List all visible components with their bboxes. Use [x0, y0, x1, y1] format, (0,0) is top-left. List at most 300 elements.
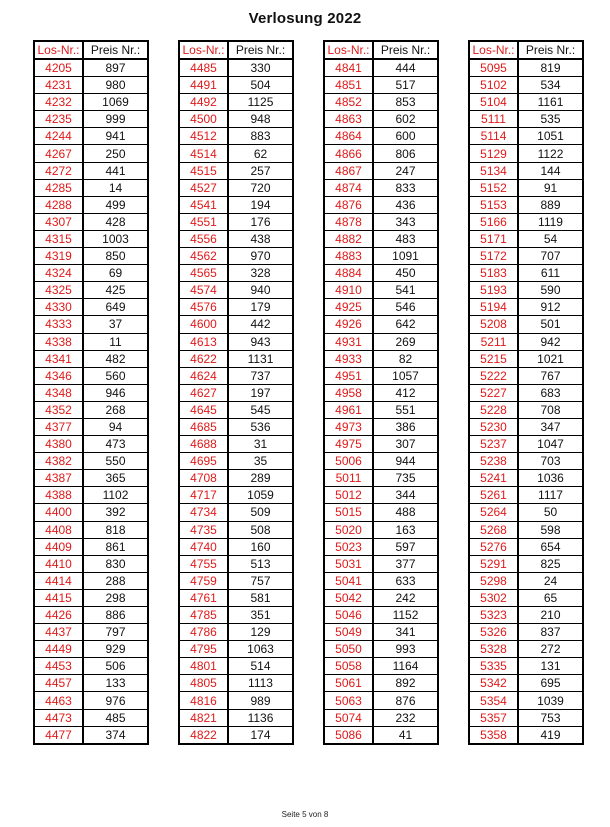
table-row: [324, 179, 438, 196]
table-row: [179, 213, 293, 230]
los-number: 5129: [469, 145, 518, 162]
los-number: 5358: [469, 726, 518, 744]
preis-number: 993: [373, 641, 438, 658]
table-row: [34, 111, 148, 128]
preis-number: 160: [228, 538, 293, 555]
los-number: 5012: [324, 487, 373, 504]
preis-number: 545: [228, 401, 293, 418]
preis-number: 163: [373, 521, 438, 538]
table-row: [34, 265, 148, 282]
preis-number: 806: [373, 145, 438, 162]
lottery-tables: [0, 40, 610, 802]
preis-number: 970: [228, 248, 293, 265]
los-number: 5152: [469, 179, 518, 196]
los-number: 4851: [324, 77, 373, 94]
table-row: [324, 555, 438, 572]
table-row: [469, 248, 583, 265]
preis-number: 298: [83, 589, 148, 606]
lottery-table-4: [468, 40, 584, 745]
preis-number: 343: [373, 213, 438, 230]
preis-number: 1102: [83, 487, 148, 504]
table-row: [324, 316, 438, 333]
los-number: 4755: [179, 555, 228, 572]
table-row: [469, 213, 583, 230]
los-number: 5134: [469, 162, 518, 179]
table-row: [179, 470, 293, 487]
preis-number: 436: [373, 196, 438, 213]
preis-number: 473: [83, 436, 148, 453]
los-number: 4382: [34, 453, 83, 470]
table-row: [179, 487, 293, 504]
preis-nr-header: Preis Nr.:: [373, 41, 438, 59]
preis-number: 1161: [518, 94, 583, 111]
los-number: 5104: [469, 94, 518, 111]
preis-number: 194: [228, 196, 293, 213]
los-number: 4514: [179, 145, 228, 162]
preis-nr-header: Preis Nr.:: [518, 41, 583, 59]
los-number: 5335: [469, 658, 518, 675]
preis-number: 35: [228, 453, 293, 470]
los-number: 5241: [469, 470, 518, 487]
los-number: 5049: [324, 624, 373, 641]
preis-number: 24: [518, 572, 583, 589]
los-number: 4805: [179, 675, 228, 692]
preis-number: 232: [373, 709, 438, 726]
preis-number: 883: [228, 128, 293, 145]
table-row: [324, 77, 438, 94]
table-row: [179, 418, 293, 435]
preis-number: 837: [518, 624, 583, 641]
preis-number: 268: [83, 401, 148, 418]
los-number: 4910: [324, 282, 373, 299]
table-row: [324, 726, 438, 744]
preis-number: 1136: [228, 709, 293, 726]
table-row: [34, 658, 148, 675]
table-row: [34, 418, 148, 435]
los-number: 4801: [179, 658, 228, 675]
table-row: [324, 333, 438, 350]
preis-number: 546: [373, 299, 438, 316]
preis-number: 590: [518, 282, 583, 299]
table-row: [179, 555, 293, 572]
table-row: [179, 401, 293, 418]
table-row: [324, 624, 438, 641]
table-row: [324, 401, 438, 418]
los-number: 4485: [179, 59, 228, 77]
preis-number: 351: [228, 607, 293, 624]
preis-number: 69: [83, 265, 148, 282]
table-row: [324, 641, 438, 658]
preis-number: 257: [228, 162, 293, 179]
preis-number: 948: [228, 111, 293, 128]
table-row: [34, 59, 148, 77]
table-row: [469, 487, 583, 504]
preis-number: 999: [83, 111, 148, 128]
table-row: [34, 538, 148, 555]
los-number: 4627: [179, 384, 228, 401]
table-row: [179, 350, 293, 367]
preis-number: 1051: [518, 128, 583, 145]
preis-number: 850: [83, 248, 148, 265]
table-row: [179, 436, 293, 453]
preis-number: 876: [373, 692, 438, 709]
table-row: [34, 282, 148, 299]
los-number: 4565: [179, 265, 228, 282]
los-number: 5172: [469, 248, 518, 265]
los-nr-header: Los-Nr.:: [469, 41, 518, 59]
table-row: [179, 607, 293, 624]
preis-number: 54: [518, 230, 583, 247]
table-row: [179, 265, 293, 282]
table-row: [324, 436, 438, 453]
table-row: [469, 538, 583, 555]
preis-number: 509: [228, 504, 293, 521]
preis-number: 929: [83, 641, 148, 658]
preis-number: 703: [518, 453, 583, 470]
los-nr-header: Los-Nr.:: [34, 41, 83, 59]
los-number: 4387: [34, 470, 83, 487]
los-number: 5111: [469, 111, 518, 128]
los-number: 4388: [34, 487, 83, 504]
lottery-table-3: [323, 40, 439, 745]
los-number: 4795: [179, 641, 228, 658]
preis-number: 944: [373, 453, 438, 470]
los-number: 4330: [34, 299, 83, 316]
preis-number: 250: [83, 145, 148, 162]
los-number: 4975: [324, 436, 373, 453]
los-number: 4352: [34, 401, 83, 418]
preis-number: 737: [228, 367, 293, 384]
los-number: 5050: [324, 641, 373, 658]
los-number: 4685: [179, 418, 228, 435]
preis-number: 210: [518, 607, 583, 624]
los-number: 4973: [324, 418, 373, 435]
preis-number: 649: [83, 299, 148, 316]
preis-number: 819: [518, 59, 583, 77]
los-number: 4761: [179, 589, 228, 606]
los-number: 5238: [469, 453, 518, 470]
preis-number: 797: [83, 624, 148, 641]
los-number: 4574: [179, 282, 228, 299]
preis-number: 886: [83, 607, 148, 624]
los-number: 4500: [179, 111, 228, 128]
preis-number: 683: [518, 384, 583, 401]
table-row: [179, 521, 293, 538]
preis-number: 508: [228, 521, 293, 538]
los-number: 5342: [469, 675, 518, 692]
table-row: [34, 333, 148, 350]
preis-number: 1047: [518, 436, 583, 453]
preis-number: 757: [228, 572, 293, 589]
los-number: 5095: [469, 59, 518, 77]
table-row: [179, 504, 293, 521]
los-number: 5015: [324, 504, 373, 521]
preis-number: 861: [83, 538, 148, 555]
los-number: 4816: [179, 692, 228, 709]
los-number: 4231: [34, 77, 83, 94]
preis-number: 534: [518, 77, 583, 94]
los-number: 4867: [324, 162, 373, 179]
los-number: 4708: [179, 470, 228, 487]
los-number: 4409: [34, 538, 83, 555]
preis-number: 242: [373, 589, 438, 606]
preis-number: 1119: [518, 213, 583, 230]
table-row: [469, 162, 583, 179]
preis-number: 94: [83, 418, 148, 435]
table-row: [469, 453, 583, 470]
los-number: 5102: [469, 77, 518, 94]
table-row: [179, 692, 293, 709]
los-number: 4576: [179, 299, 228, 316]
table-header-row: [324, 41, 438, 59]
los-number: 4437: [34, 624, 83, 641]
table-row: [34, 162, 148, 179]
los-number: 4338: [34, 333, 83, 350]
table-row: [324, 453, 438, 470]
los-number: 4453: [34, 658, 83, 675]
preis-number: 11: [83, 333, 148, 350]
los-number: 5298: [469, 572, 518, 589]
los-number: 5183: [469, 265, 518, 282]
los-number: 5222: [469, 367, 518, 384]
table-row: [324, 418, 438, 435]
los-number: 4400: [34, 504, 83, 521]
preis-number: 31: [228, 436, 293, 453]
table-row: [469, 470, 583, 487]
preis-number: 1069: [83, 94, 148, 111]
preis-number: 444: [373, 59, 438, 77]
preis-nr-header: Preis Nr.:: [228, 41, 293, 59]
preis-number: 581: [228, 589, 293, 606]
table-row: [179, 641, 293, 658]
preis-number: 307: [373, 436, 438, 453]
table-row: [34, 572, 148, 589]
table-row: [324, 111, 438, 128]
table-row: [34, 436, 148, 453]
los-number: 4288: [34, 196, 83, 213]
table-row: [34, 367, 148, 384]
preis-number: 288: [83, 572, 148, 589]
preis-number: 940: [228, 282, 293, 299]
table-row: [324, 350, 438, 367]
los-number: 4786: [179, 624, 228, 641]
los-number: 5237: [469, 436, 518, 453]
los-number: 4272: [34, 162, 83, 179]
table-row: [469, 692, 583, 709]
preis-number: 946: [83, 384, 148, 401]
table-row: [34, 453, 148, 470]
table-row: [34, 230, 148, 247]
table-row: [469, 555, 583, 572]
table-row: [469, 624, 583, 641]
table-row: [324, 265, 438, 282]
los-number: 4864: [324, 128, 373, 145]
preis-number: 600: [373, 128, 438, 145]
preis-number: 535: [518, 111, 583, 128]
los-number: 4926: [324, 316, 373, 333]
table-row: [324, 384, 438, 401]
preis-number: 943: [228, 333, 293, 350]
preis-number: 197: [228, 384, 293, 401]
los-number: 4377: [34, 418, 83, 435]
los-number: 4958: [324, 384, 373, 401]
preis-number: 1003: [83, 230, 148, 247]
table-row: [324, 487, 438, 504]
preis-nr-header: Preis Nr.:: [83, 41, 148, 59]
preis-number: 328: [228, 265, 293, 282]
los-number: 5328: [469, 641, 518, 658]
los-number: 4512: [179, 128, 228, 145]
table-row: [469, 230, 583, 247]
preis-number: 482: [83, 350, 148, 367]
table-row: [34, 401, 148, 418]
los-number: 4463: [34, 692, 83, 709]
preis-number: 707: [518, 248, 583, 265]
preis-number: 1059: [228, 487, 293, 504]
los-number: 5042: [324, 589, 373, 606]
table-row: [324, 572, 438, 589]
table-row: [324, 299, 438, 316]
table-row: [469, 282, 583, 299]
los-number: 4410: [34, 555, 83, 572]
preis-number: 412: [373, 384, 438, 401]
table-row: [469, 265, 583, 282]
los-number: 4527: [179, 179, 228, 196]
table-row: [469, 196, 583, 213]
table-row: [469, 607, 583, 624]
los-number: 5031: [324, 555, 373, 572]
preis-number: 14: [83, 179, 148, 196]
los-number: 5228: [469, 401, 518, 418]
los-number: 5357: [469, 709, 518, 726]
preis-number: 517: [373, 77, 438, 94]
table-row: [179, 59, 293, 77]
preis-number: 344: [373, 487, 438, 504]
preis-number: 179: [228, 299, 293, 316]
los-number: 4863: [324, 111, 373, 128]
preis-number: 1125: [228, 94, 293, 111]
table-row: [469, 418, 583, 435]
table-row: [469, 367, 583, 384]
table-row: [34, 555, 148, 572]
preis-number: 82: [373, 350, 438, 367]
los-number: 4883: [324, 248, 373, 265]
preis-number: 438: [228, 230, 293, 247]
table-row: [34, 470, 148, 487]
preis-number: 989: [228, 692, 293, 709]
preis-number: 133: [83, 675, 148, 692]
preis-number: 485: [83, 709, 148, 726]
preis-number: 1131: [228, 350, 293, 367]
preis-number: 1039: [518, 692, 583, 709]
preis-number: 597: [373, 538, 438, 555]
preis-number: 442: [228, 316, 293, 333]
table-row: [34, 692, 148, 709]
los-number: 4473: [34, 709, 83, 726]
table-row: [469, 77, 583, 94]
table-row: [34, 196, 148, 213]
table-row: [324, 675, 438, 692]
table-header-row: [179, 41, 293, 59]
los-number: 4235: [34, 111, 83, 128]
table-row: [179, 367, 293, 384]
preis-number: 830: [83, 555, 148, 572]
los-number: 4759: [179, 572, 228, 589]
table-row: [179, 282, 293, 299]
table-row: [324, 367, 438, 384]
table-row: [179, 624, 293, 641]
preis-number: 560: [83, 367, 148, 384]
preis-number: 425: [83, 282, 148, 299]
table-row: [34, 675, 148, 692]
table-row: [179, 145, 293, 162]
table-row: [34, 350, 148, 367]
table-row: [34, 299, 148, 316]
los-number: 4457: [34, 675, 83, 692]
los-number: 4822: [179, 726, 228, 744]
preis-number: 976: [83, 692, 148, 709]
table-row: [34, 624, 148, 641]
table-row: [34, 641, 148, 658]
table-row: [179, 299, 293, 316]
table-row: [34, 504, 148, 521]
los-number: 5006: [324, 453, 373, 470]
table-row: [324, 589, 438, 606]
los-number: 4348: [34, 384, 83, 401]
los-number: 4734: [179, 504, 228, 521]
los-number: 4876: [324, 196, 373, 213]
table-row: [324, 94, 438, 111]
los-number: 5326: [469, 624, 518, 641]
los-number: 4205: [34, 59, 83, 77]
preis-number: 1036: [518, 470, 583, 487]
los-number: 4324: [34, 265, 83, 282]
los-number: 5171: [469, 230, 518, 247]
preis-number: 330: [228, 59, 293, 77]
preis-number: 833: [373, 179, 438, 196]
los-number: 4541: [179, 196, 228, 213]
los-number: 5215: [469, 350, 518, 367]
table-row: [324, 470, 438, 487]
los-number: 5153: [469, 196, 518, 213]
table-row: [469, 726, 583, 744]
table-row: [34, 145, 148, 162]
los-number: 5086: [324, 726, 373, 744]
table-row: [179, 589, 293, 606]
table-row: [324, 709, 438, 726]
table-row: [469, 401, 583, 418]
preis-number: 708: [518, 401, 583, 418]
preis-number: 853: [373, 94, 438, 111]
table-row: [179, 111, 293, 128]
los-number: 4882: [324, 230, 373, 247]
los-number: 4414: [34, 572, 83, 589]
page-title: Verlosung 2022: [248, 10, 362, 27]
preis-number: 654: [518, 538, 583, 555]
los-number: 5264: [469, 504, 518, 521]
table-row: [179, 675, 293, 692]
los-number: 4852: [324, 94, 373, 111]
preis-number: 514: [228, 658, 293, 675]
table-row: [34, 128, 148, 145]
preis-number: 825: [518, 555, 583, 572]
preis-number: 269: [373, 333, 438, 350]
preis-number: 912: [518, 299, 583, 316]
page-footer: Seite 5 von 8: [281, 810, 329, 819]
table-row: [324, 692, 438, 709]
los-number: 5208: [469, 316, 518, 333]
preis-number: 980: [83, 77, 148, 94]
